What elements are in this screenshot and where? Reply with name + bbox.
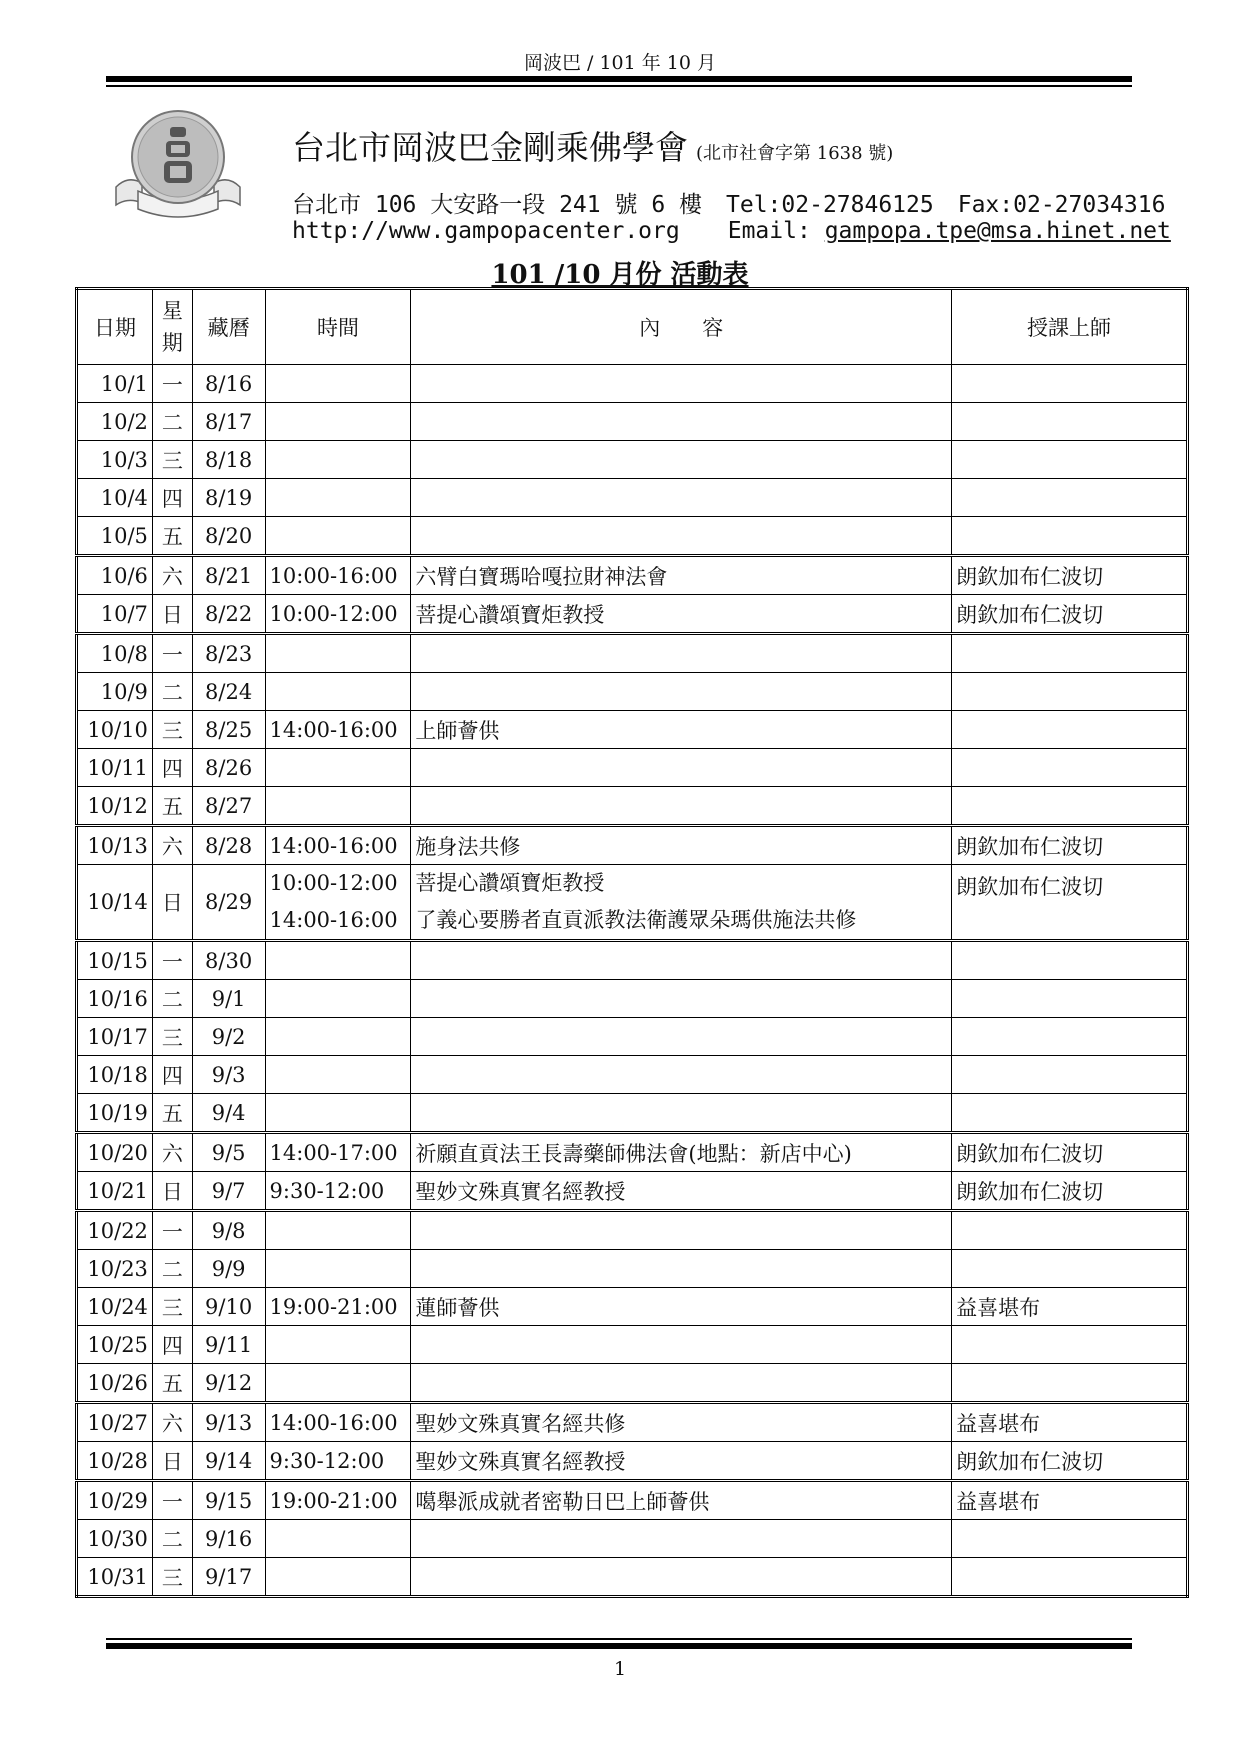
cell-weekday: 一 xyxy=(152,365,192,403)
cell-weekday: 五 xyxy=(152,1364,192,1403)
cell-teacher: 朗欽加布仁波切 xyxy=(952,1172,1188,1211)
cell-lunar-date: 9/4 xyxy=(192,1094,265,1133)
cell-teacher xyxy=(952,365,1188,403)
cell-date: 10/30 xyxy=(77,1520,153,1558)
cell-weekday: 二 xyxy=(152,403,192,441)
cell-content xyxy=(411,1018,952,1056)
cell-time xyxy=(265,865,411,941)
cell-date: 10/14 xyxy=(77,865,153,941)
cell-lunar-date: 9/12 xyxy=(192,1364,265,1403)
cell-content xyxy=(411,673,952,711)
cell-content xyxy=(411,865,952,941)
cell-content xyxy=(411,1094,952,1133)
cell-time xyxy=(265,749,411,787)
cell-date: 10/25 xyxy=(77,1326,153,1364)
cell-teacher: 益喜堪布 xyxy=(952,1288,1188,1326)
cell-date: 10/16 xyxy=(77,980,153,1018)
org-fax: Fax:02-27034316 xyxy=(957,192,1166,218)
cell-content xyxy=(411,1558,952,1597)
cell-weekday: 一 xyxy=(152,1481,192,1520)
cell-lunar-date: 9/8 xyxy=(192,1211,265,1250)
footer-rule-thin xyxy=(106,1638,1132,1640)
cell-lunar-date: 9/15 xyxy=(192,1481,265,1520)
cell-lunar-date: 9/17 xyxy=(192,1558,265,1597)
cell-date: 10/12 xyxy=(77,787,153,826)
cell-weekday: 五 xyxy=(152,787,192,826)
cell-time: 14:00-16:00 xyxy=(265,711,411,749)
cell-teacher xyxy=(952,517,1188,556)
cell-time: 19:00-21:00 xyxy=(265,1288,411,1326)
org-name xyxy=(292,122,893,169)
schedule-body xyxy=(77,365,1188,1597)
cell-lunar-date: 8/20 xyxy=(192,517,265,556)
cell-lunar-date: 8/24 xyxy=(192,673,265,711)
contact-line-1 xyxy=(292,186,1165,219)
activity-schedule-table xyxy=(75,287,1189,1598)
cell-lunar-date: 8/19 xyxy=(192,479,265,517)
cell-time xyxy=(265,441,411,479)
cell-date: 10/31 xyxy=(77,1558,153,1597)
cell-teacher xyxy=(952,479,1188,517)
table-row xyxy=(77,595,1188,634)
cell-time: 14:00-16:00 xyxy=(265,826,411,865)
cell-weekday: 二 xyxy=(152,1250,192,1288)
table-row xyxy=(77,826,1188,865)
page-number: 1 xyxy=(613,1658,627,1680)
cell-lunar-date: 8/18 xyxy=(192,441,265,479)
cell-content xyxy=(411,365,952,403)
cell-time xyxy=(265,941,411,980)
cell-date: 10/24 xyxy=(77,1288,153,1326)
cell-lunar-date: 9/3 xyxy=(192,1056,265,1094)
cell-lunar-date: 9/16 xyxy=(192,1520,265,1558)
cell-teacher xyxy=(952,711,1188,749)
cell-content: 上師薈供 xyxy=(411,711,952,749)
contact-line-2 xyxy=(292,218,1171,244)
table-row xyxy=(77,1018,1188,1056)
col-header-teacher: 授課上師 xyxy=(952,289,1188,365)
cell-time xyxy=(265,980,411,1018)
table-row xyxy=(77,787,1188,826)
cell-date: 10/7 xyxy=(77,595,153,634)
cell-weekday: 一 xyxy=(152,1211,192,1250)
cell-time xyxy=(265,1326,411,1364)
cell-time: 14:00-16:00 xyxy=(265,1403,411,1442)
cell-teacher xyxy=(952,1326,1188,1364)
cell-content: 聖妙文殊真實名經教授 xyxy=(411,1172,952,1211)
cell-lunar-date: 8/17 xyxy=(192,403,265,441)
cell-date: 10/27 xyxy=(77,1403,153,1442)
cell-weekday: 四 xyxy=(152,479,192,517)
cell-weekday: 一 xyxy=(152,634,192,673)
cell-content xyxy=(411,634,952,673)
cell-time xyxy=(265,1250,411,1288)
cell-content: 聖妙文殊真實名經共修 xyxy=(411,1403,952,1442)
cell-lunar-date: 8/28 xyxy=(192,826,265,865)
table-row xyxy=(77,556,1188,595)
table-row xyxy=(77,479,1188,517)
cell-teacher: 朗欽加布仁波切 xyxy=(952,865,1188,941)
cell-time xyxy=(265,1211,411,1250)
table-row xyxy=(77,1288,1188,1326)
cell-date: 10/11 xyxy=(77,749,153,787)
cell-date: 10/15 xyxy=(77,941,153,980)
cell-weekday: 五 xyxy=(152,1094,192,1133)
cell-date: 10/5 xyxy=(77,517,153,556)
org-email-link[interactable]: gampopa.tpe@msa.hinet.net xyxy=(824,218,1171,244)
cell-date: 10/20 xyxy=(77,1133,153,1172)
cell-lunar-date: 9/10 xyxy=(192,1288,265,1326)
cell-content xyxy=(411,941,952,980)
cell-teacher xyxy=(952,1250,1188,1288)
table-row xyxy=(77,1481,1188,1520)
col-header-lunar: 藏曆 xyxy=(192,289,265,365)
org-website[interactable]: http://www.gampopacenter.org xyxy=(292,218,680,244)
cell-time: 10:00-12:00 xyxy=(265,595,411,634)
cell-teacher xyxy=(952,1520,1188,1558)
cell-lunar-date: 8/29 xyxy=(192,865,265,941)
content-line-2: 了義心要勝者直貢派教法衛護眾朵瑪供施法共修 xyxy=(415,908,857,932)
cell-teacher xyxy=(952,673,1188,711)
cell-content xyxy=(411,787,952,826)
cell-weekday: 二 xyxy=(152,980,192,1018)
cell-teacher: 朗欽加布仁波切 xyxy=(952,1133,1188,1172)
cell-time xyxy=(265,634,411,673)
cell-content: 噶舉派成就者密勒日巴上師薈供 xyxy=(411,1481,952,1520)
table-header-row xyxy=(77,289,1188,365)
cell-content xyxy=(411,517,952,556)
col-header-time: 時間 xyxy=(265,289,411,365)
table-row xyxy=(77,749,1188,787)
cell-time xyxy=(265,1364,411,1403)
header-rule-thin xyxy=(106,85,1132,87)
cell-lunar-date: 9/1 xyxy=(192,980,265,1018)
table-row xyxy=(77,1211,1188,1250)
cell-content xyxy=(411,479,952,517)
running-header: 岡波巴 / 101 年 10 月 xyxy=(523,52,717,74)
cell-date: 10/13 xyxy=(77,826,153,865)
cell-time xyxy=(265,1558,411,1597)
cell-teacher xyxy=(952,403,1188,441)
cell-date: 10/4 xyxy=(77,479,153,517)
table-row xyxy=(77,1442,1188,1481)
cell-time: 19:00-21:00 xyxy=(265,1481,411,1520)
cell-weekday: 日 xyxy=(152,595,192,634)
cell-weekday: 日 xyxy=(152,865,192,941)
cell-content: 六臂白寶瑪哈嘎拉財神法會 xyxy=(411,556,952,595)
table-row xyxy=(77,1056,1188,1094)
cell-lunar-date: 9/11 xyxy=(192,1326,265,1364)
table-row xyxy=(77,1133,1188,1172)
time-line-1: 10:00-12:00 xyxy=(269,871,398,895)
cell-date: 10/18 xyxy=(77,1056,153,1094)
table-row xyxy=(77,1094,1188,1133)
cell-weekday: 日 xyxy=(152,1172,192,1211)
cell-weekday: 三 xyxy=(152,441,192,479)
cell-lunar-date: 8/30 xyxy=(192,941,265,980)
cell-weekday: 四 xyxy=(152,1326,192,1364)
cell-date: 10/2 xyxy=(77,403,153,441)
cell-content xyxy=(411,1520,952,1558)
cell-time: 9:30-12:00 xyxy=(265,1442,411,1481)
cell-date: 10/22 xyxy=(77,1211,153,1250)
cell-teacher: 益喜堪布 xyxy=(952,1481,1188,1520)
cell-weekday: 五 xyxy=(152,517,192,556)
cell-lunar-date: 8/16 xyxy=(192,365,265,403)
cell-weekday: 日 xyxy=(152,1442,192,1481)
cell-time: 14:00-17:00 xyxy=(265,1133,411,1172)
cell-teacher xyxy=(952,1018,1188,1056)
cell-date: 10/29 xyxy=(77,1481,153,1520)
cell-content xyxy=(411,1211,952,1250)
org-tel: Tel:02-27846125 xyxy=(726,192,934,218)
cell-date: 10/23 xyxy=(77,1250,153,1288)
cell-lunar-date: 8/22 xyxy=(192,595,265,634)
cell-lunar-date: 8/23 xyxy=(192,634,265,673)
table-row xyxy=(77,673,1188,711)
cell-lunar-date: 9/13 xyxy=(192,1403,265,1442)
cell-content: 祈願直貢法王長壽藥師佛法會(地點：新店中心) xyxy=(411,1133,952,1172)
cell-teacher xyxy=(952,980,1188,1018)
cell-teacher: 朗欽加布仁波切 xyxy=(952,595,1188,634)
cell-teacher xyxy=(952,1364,1188,1403)
time-line-2: 14:00-16:00 xyxy=(269,908,398,932)
cell-lunar-date: 9/2 xyxy=(192,1018,265,1056)
cell-date: 10/3 xyxy=(77,441,153,479)
cell-date: 10/17 xyxy=(77,1018,153,1056)
cell-weekday: 四 xyxy=(152,1056,192,1094)
col-header-weekday-bottom: 期 xyxy=(161,331,183,355)
cell-teacher xyxy=(952,941,1188,980)
cell-time: 9:30-12:00 xyxy=(265,1172,411,1211)
table-row xyxy=(77,517,1188,556)
cell-content: 蓮師薈供 xyxy=(411,1288,952,1326)
table-row xyxy=(77,365,1188,403)
cell-teacher: 朗欽加布仁波切 xyxy=(952,556,1188,595)
cell-weekday: 二 xyxy=(152,673,192,711)
header-rule-thick xyxy=(106,76,1132,82)
cell-weekday: 三 xyxy=(152,1288,192,1326)
cell-weekday: 二 xyxy=(152,1520,192,1558)
cell-time xyxy=(265,1520,411,1558)
col-header-date: 日期 xyxy=(77,289,153,365)
cell-weekday: 六 xyxy=(152,826,192,865)
cell-weekday: 三 xyxy=(152,1018,192,1056)
cell-lunar-date: 8/26 xyxy=(192,749,265,787)
cell-content: 菩提心讚頌寶炬教授 xyxy=(411,595,952,634)
cell-lunar-date: 9/7 xyxy=(192,1172,265,1211)
table-row xyxy=(77,1364,1188,1403)
cell-weekday: 六 xyxy=(152,556,192,595)
cell-date: 10/6 xyxy=(77,556,153,595)
cell-date: 10/19 xyxy=(77,1094,153,1133)
cell-time: 10:00-16:00 xyxy=(265,556,411,595)
cell-content xyxy=(411,441,952,479)
table-row xyxy=(77,441,1188,479)
table-row xyxy=(77,941,1188,980)
col-header-content: 內 容 xyxy=(411,289,952,365)
cell-content xyxy=(411,980,952,1018)
cell-weekday: 四 xyxy=(152,749,192,787)
cell-weekday: 三 xyxy=(152,1558,192,1597)
cell-date: 10/28 xyxy=(77,1442,153,1481)
cell-teacher: 益喜堪布 xyxy=(952,1403,1188,1442)
cell-teacher: 朗欽加布仁波切 xyxy=(952,1442,1188,1481)
cell-teacher xyxy=(952,634,1188,673)
schedule-title xyxy=(0,254,1240,291)
cell-date: 10/8 xyxy=(77,634,153,673)
table-row xyxy=(77,1172,1188,1211)
table-row xyxy=(77,634,1188,673)
cell-weekday: 六 xyxy=(152,1403,192,1442)
cell-lunar-date: 8/27 xyxy=(192,787,265,826)
org-logo xyxy=(108,105,248,225)
table-row xyxy=(77,980,1188,1018)
cell-weekday: 三 xyxy=(152,711,192,749)
table-row xyxy=(77,403,1188,441)
cell-content xyxy=(411,1326,952,1364)
cell-lunar-date: 9/9 xyxy=(192,1250,265,1288)
cell-time xyxy=(265,1018,411,1056)
cell-content xyxy=(411,749,952,787)
cell-time xyxy=(265,1056,411,1094)
cell-lunar-date: 9/5 xyxy=(192,1133,265,1172)
org-name-text: 台北市岡波巴金剛乘佛學會 xyxy=(292,128,688,167)
cell-lunar-date: 9/14 xyxy=(192,1442,265,1481)
cell-weekday: 一 xyxy=(152,941,192,980)
table-row xyxy=(77,1403,1188,1442)
cell-lunar-date: 8/21 xyxy=(192,556,265,595)
org-registration: (北市社會字第 1638 號) xyxy=(696,143,894,164)
cell-time xyxy=(265,403,411,441)
cell-content: 施身法共修 xyxy=(411,826,952,865)
table-row xyxy=(77,711,1188,749)
cell-teacher xyxy=(952,441,1188,479)
cell-time xyxy=(265,479,411,517)
cell-weekday: 六 xyxy=(152,1133,192,1172)
cell-content xyxy=(411,1056,952,1094)
col-header-weekday-top: 星 xyxy=(161,299,183,323)
cell-date: 10/1 xyxy=(77,365,153,403)
cell-time xyxy=(265,365,411,403)
schedule-title-text: 101 /10 月份 活動表 xyxy=(491,260,749,290)
cell-lunar-date: 8/25 xyxy=(192,711,265,749)
cell-teacher xyxy=(952,749,1188,787)
org-address: 台北市 106 大安路一段 241 號 6 樓 xyxy=(292,192,703,218)
cell-content xyxy=(411,1250,952,1288)
cell-time xyxy=(265,517,411,556)
cell-teacher xyxy=(952,1558,1188,1597)
cell-time xyxy=(265,787,411,826)
table-row xyxy=(77,1250,1188,1288)
cell-teacher xyxy=(952,1094,1188,1133)
cell-teacher xyxy=(952,1056,1188,1094)
cell-teacher xyxy=(952,1211,1188,1250)
cell-date: 10/21 xyxy=(77,1172,153,1211)
cell-content xyxy=(411,1364,952,1403)
cell-teacher: 朗欽加布仁波切 xyxy=(952,826,1188,865)
cell-time xyxy=(265,673,411,711)
table-row xyxy=(77,1520,1188,1558)
table-row xyxy=(77,1326,1188,1364)
table-row xyxy=(77,1558,1188,1597)
cell-date: 10/9 xyxy=(77,673,153,711)
cell-date: 10/26 xyxy=(77,1364,153,1403)
cell-content xyxy=(411,403,952,441)
col-header-weekday xyxy=(152,289,192,365)
cell-teacher xyxy=(952,787,1188,826)
content-line-1: 菩提心讚頌寶炬教授 xyxy=(415,871,605,895)
footer-rule-thick xyxy=(106,1643,1132,1649)
cell-time xyxy=(265,1094,411,1133)
cell-date: 10/10 xyxy=(77,711,153,749)
email-label: Email: xyxy=(727,218,811,244)
cell-content: 聖妙文殊真實名經教授 xyxy=(411,1442,952,1481)
table-row xyxy=(77,865,1188,941)
